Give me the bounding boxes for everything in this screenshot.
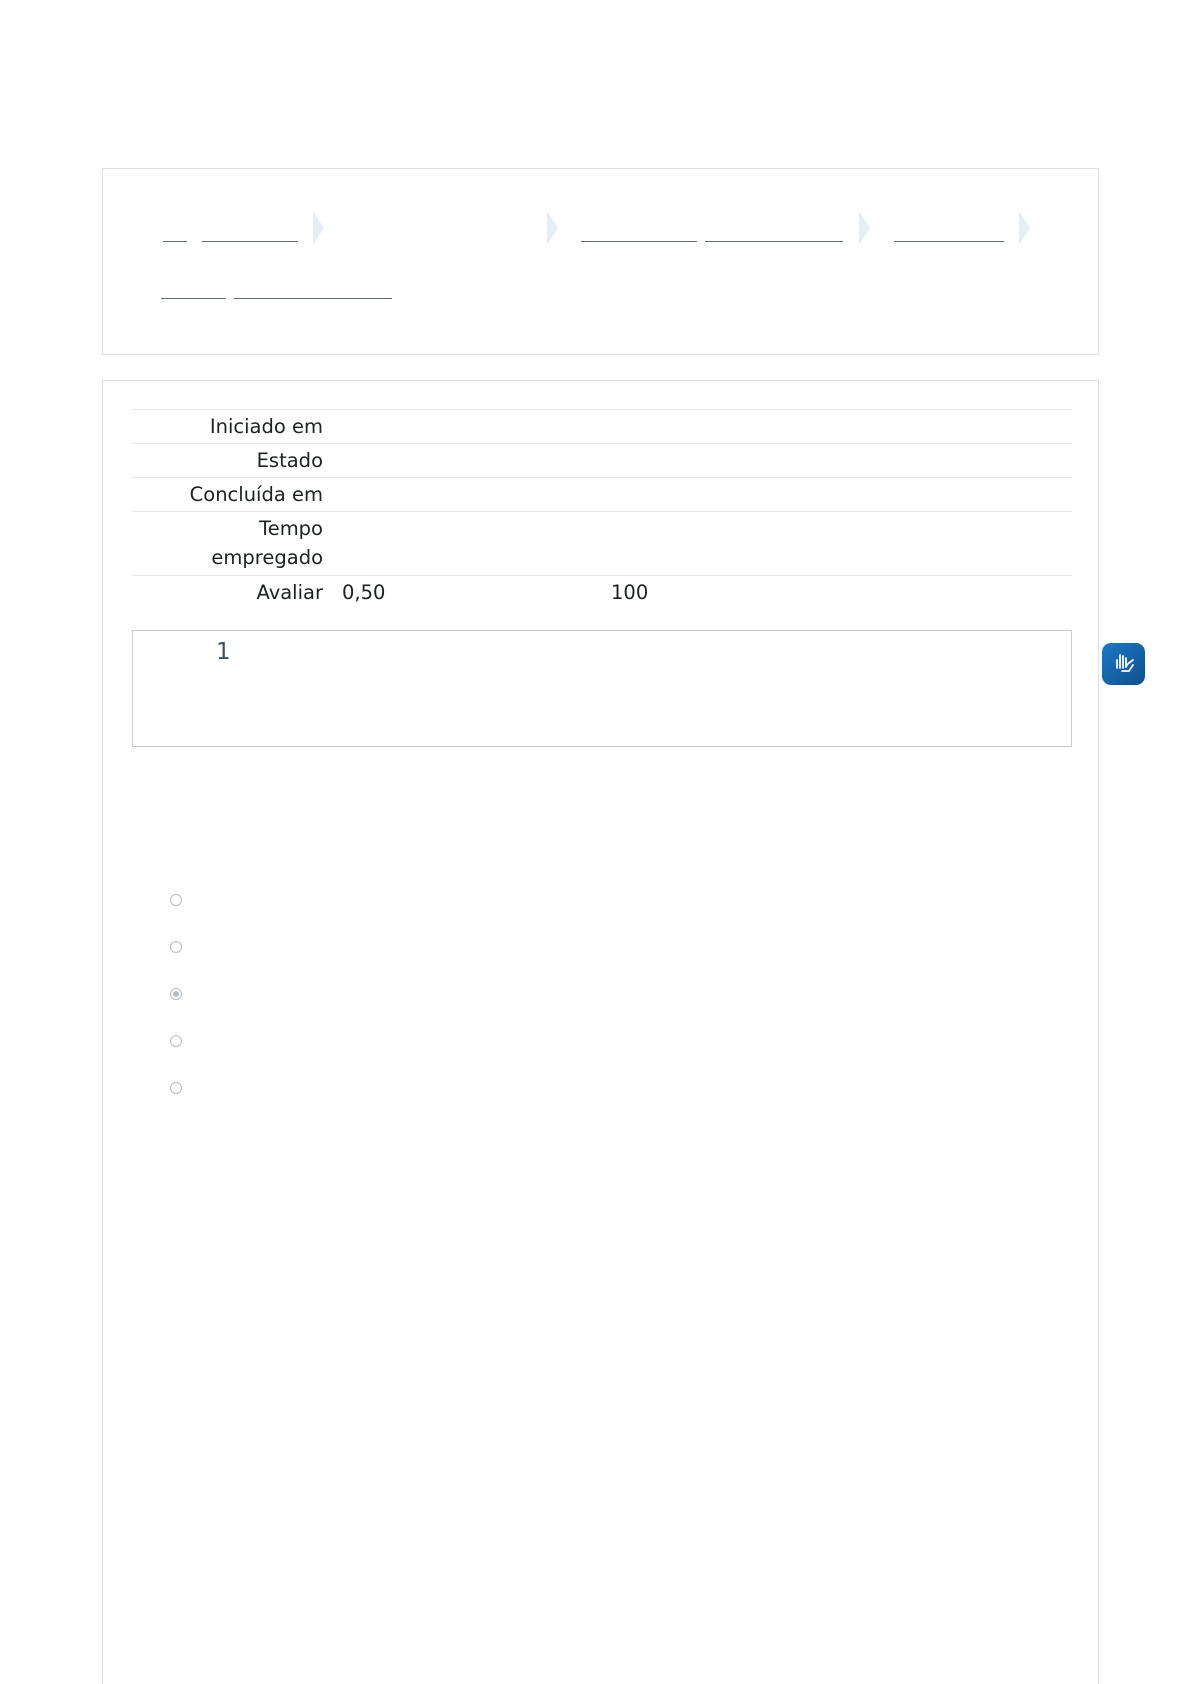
breadcrumb-link[interactable]	[202, 241, 298, 242]
summary-row-time-taken	[132, 512, 1072, 576]
breadcrumb-link[interactable]	[161, 298, 226, 299]
accessibility-button[interactable]	[1102, 643, 1145, 685]
summary-row-completed	[132, 478, 1072, 512]
grade-value-cell	[323, 576, 1072, 610]
breadcrumb-link[interactable]	[705, 241, 843, 242]
time-taken-label-line2: empregado	[211, 546, 323, 569]
breadcrumb-link[interactable]	[163, 241, 187, 242]
completed-value	[323, 478, 1072, 511]
breadcrumb-panel	[102, 168, 1099, 355]
breadcrumb-separator-icon	[547, 211, 558, 245]
answer-radio[interactable]	[170, 894, 182, 906]
sign-language-hands-icon	[1111, 649, 1137, 679]
time-taken-value	[323, 512, 1072, 575]
answer-radio-selected[interactable]	[170, 988, 182, 1000]
answer-radio[interactable]	[170, 1082, 182, 1094]
summary-row-grade	[132, 576, 1072, 610]
summary-row-started	[132, 410, 1072, 444]
breadcrumb-separator-icon	[1019, 211, 1030, 245]
answer-radio[interactable]	[170, 1035, 182, 1047]
attempt-summary-table	[132, 409, 1072, 610]
breadcrumb-link[interactable]	[894, 241, 1004, 242]
breadcrumb-separator-icon	[859, 211, 870, 245]
completed-label: Concluída em	[189, 483, 323, 506]
started-value	[323, 410, 1072, 443]
state-label: Estado	[256, 449, 323, 472]
question-number: 1	[216, 639, 231, 665]
answer-radio[interactable]	[170, 941, 182, 953]
grade-label: Avaliar	[256, 581, 323, 604]
quiz-review-panel	[102, 380, 1099, 1684]
question-info-box	[132, 630, 1072, 747]
time-taken-label	[132, 512, 323, 575]
state-value	[323, 444, 1072, 477]
breadcrumb-link[interactable]	[234, 298, 392, 299]
grade-value: 0,50	[342, 581, 386, 604]
summary-row-state	[132, 444, 1072, 478]
breadcrumb-link[interactable]	[581, 241, 697, 242]
grade-max: 100	[611, 581, 649, 604]
breadcrumb-separator-icon	[313, 211, 324, 245]
time-taken-label-line1: Tempo	[259, 517, 323, 540]
started-label: Iniciado em	[209, 415, 323, 438]
